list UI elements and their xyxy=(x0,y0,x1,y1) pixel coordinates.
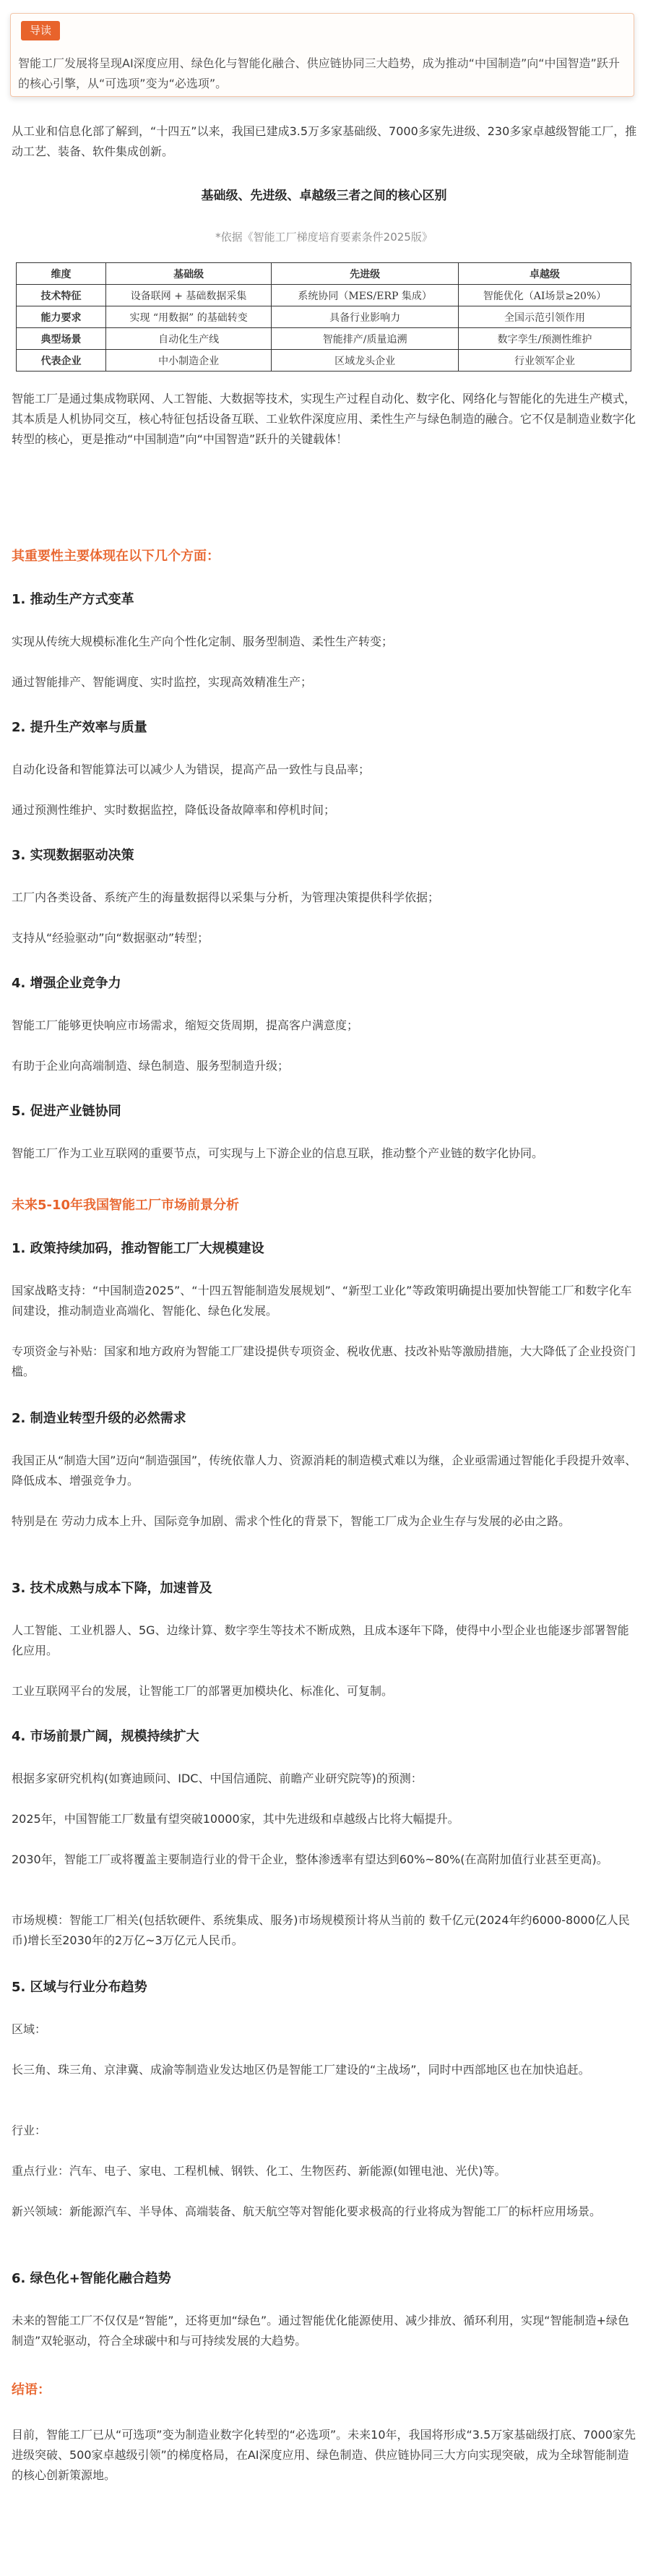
table-header-cell: 先进级 xyxy=(272,263,459,285)
future-2-paragraph: 我国正从“制造大国”迈向“制造强国”，传统依靠人力、资源消耗的制造模式难以为继，企业亟需通过智能化手段提升效率、降低成本、增强竞争力。 xyxy=(12,1454,637,1487)
table-cell: 设备联网 + 基础数据采集 xyxy=(106,285,272,306)
importance-1-paragraph: 通过智能排产、智能调度、实时监控，实现高效精准生产； xyxy=(12,675,313,689)
table-cell: 数字孪生/预测性维护 xyxy=(459,328,631,350)
table-row xyxy=(17,285,631,306)
importance-heading-4: 4. 增强企业竞争力 xyxy=(12,976,121,991)
future-heading-1: 1. 政策持续加码，推动智能工厂大规模建设 xyxy=(12,1241,264,1256)
industry-paragraph: 重点行业：汽车、电子、家电、工程机械、钢铁、化工、生物医药、新能源(如锂电池、光伏)等。 xyxy=(12,2164,506,2178)
future-heading-5: 5. 区域与行业分布趋势 xyxy=(12,1980,147,1995)
table-cell: 区域龙头企业 xyxy=(272,350,459,372)
table-row-header: 典型场景 xyxy=(17,328,106,350)
industry-paragraph: 新兴领域：新能源汽车、半导体、高端装备、航天航空等对智能化要求极高的行业将成为智能工厂的标杆应用场景。 xyxy=(12,2204,602,2218)
future-1-paragraph: 专项资金与补贴：国家和地方政府为智能工厂建设提供专项资金、税收优惠、技改补贴等激励措施，大大降低了企业投资门槛。 xyxy=(12,1344,636,1378)
importance-2-paragraph: 自动化设备和智能算法可以减少人为错误，提高产品一致性与良品率； xyxy=(12,763,371,776)
importance-heading-2: 2. 提升生产效率与质量 xyxy=(12,720,147,735)
future-1-paragraph: 国家战略支持：“中国制造2025”、“十四五智能制造发展规划”、“新型工业化”等政策明确提出要加快智能工厂和数字化车间建设，推动制造业高端化、智能化、绿色化发展。 xyxy=(12,1284,632,1318)
table-cell: 具备行业影响力 xyxy=(272,306,459,328)
future-heading-4: 4. 市场前景广阔，规模持续扩大 xyxy=(12,1729,199,1744)
region-paragraph: 长三角、珠三角、京津冀、成渝等制造业发达地区仍是智能工厂建设的“主战场”，同时中西部地区也在加快追赶。 xyxy=(12,2063,590,2077)
table-row-header: 能力要求 xyxy=(17,306,106,328)
future-4-paragraph: 根据多家研究机构(如赛迪顾问、IDC、中国信通院、前瞻产业研究院等)的预测： xyxy=(12,1772,423,1785)
region-label: 区域： xyxy=(12,2022,47,2036)
importance-heading-3: 3. 实现数据驱动决策 xyxy=(12,848,134,863)
table-cell: 中小制造企业 xyxy=(106,350,272,372)
conclusion-paragraph: 目前，智能工厂已从“可选项”变为制造业数字化转型的“必选项”。未来10年，我国将形成“3.5万家基础级打底、7000家先进级突破、500家卓越级引领”的梯度格局，在AI深度应用、绿色制造、供应链协同三大方向实现突破，成为全球智能制造的核心创新策源地。 xyxy=(12,2428,636,2482)
future-4-paragraph: 市场规模：智能工厂相关(包括软硬件、系统集成、服务)市场规模预计将从当前的 数千亿元(2024年约6000-8000亿人民币)增长至2030年的2万亿~3万亿元人民币。 xyxy=(12,1913,630,1947)
future-4-paragraph: 2030年，智能工厂或将覆盖主要制造行业的骨干企业，整体渗透率有望达到60%~80%(在高附加值行业甚至更高)。 xyxy=(12,1852,608,1866)
table-cell: 行业领军企业 xyxy=(459,350,631,372)
section-heading-future: 未来5-10年我国智能工厂市场前景分析 xyxy=(12,1198,240,1213)
section-heading-importance: 其重要性主要体现在以下几个方面： xyxy=(12,549,220,564)
table-cell: 智能优化（AI场景≥20%） xyxy=(459,285,631,306)
importance-1-paragraph: 实现从传统大规模标准化生产向个性化定制、服务型制造、柔性生产转变； xyxy=(12,635,394,648)
table-cell: 实现 “用数据” 的基础转变 xyxy=(106,306,272,328)
table-header-row xyxy=(17,263,631,285)
importance-2-paragraph: 通过预测性维护、实时数据监控，降低设备故障率和停机时间； xyxy=(12,803,336,817)
table-cell: 系统协同（MES/ERP 集成） xyxy=(272,285,459,306)
future-6-paragraph: 未来的智能工厂不仅仅是“智能”，还将更加“绿色”。通过智能优化能源使用、减少排放、循环利用，实现“智能制造+绿色制造”双轮驱动，符合全球碳中和与可持续发展的大趋势。 xyxy=(12,2314,629,2348)
conclusion-heading: 结语： xyxy=(12,2382,51,2397)
importance-3-paragraph: 工厂内各类设备、系统产生的海量数据得以采集与分析，为管理决策提供科学依据； xyxy=(12,890,440,904)
definition-paragraph: 智能工厂是通过集成物联网、人工智能、大数据等技术，实现生产过程自动化、数字化、网络化与智能化的先进生产模式，其本质是人机协同交互，核心特征包括设备互联、工业软件深度应用、柔性生产与绿色制造的融合。它不仅是制造业数字化转型的核心，更是推动“中国制造”向“中国智造”跃升的关键载体！ xyxy=(12,392,636,446)
lead-text: 智能工厂发展将呈现AI深度应用、绿色化与智能化融合、供应链协同三大趋势，成为推动“中国制造”向“中国智造”跃升的核心引擎，从“可选项”变为“必选项”。 xyxy=(18,56,620,90)
lead-tag: 导读 xyxy=(21,21,60,40)
table-note: *依据《智能工厂梯度培育要素条件2025版》 xyxy=(215,231,433,244)
industry-label: 行业： xyxy=(12,2124,47,2137)
table-title: 基础级、先进级、卓越级三者之间的核心区别 xyxy=(201,189,447,203)
importance-3-paragraph: 支持从“经验驱动”向“数据驱动”转型； xyxy=(12,931,209,945)
future-3-paragraph: 人工智能、工业机器人、5G、边缘计算、数字孪生等技术不断成熟，且成本逐年下降，使得中小型企业也能逐步部署智能化应用。 xyxy=(12,1623,629,1657)
future-3-paragraph: 工业互联网平台的发展，让智能工厂的部署更加模块化、标准化、可复制。 xyxy=(12,1684,394,1698)
table-cell: 自动化生产线 xyxy=(106,328,272,350)
lead-box xyxy=(10,13,634,97)
future-4-paragraph: 2025年，中国智能工厂数量有望突破10000家，其中先进级和卓越级占比将大幅提升。 xyxy=(12,1812,459,1826)
table-row xyxy=(17,350,631,372)
table-cell: 全国示范引领作用 xyxy=(459,306,631,328)
table-row-header: 技术特征 xyxy=(17,285,106,306)
comparison-table xyxy=(16,262,631,372)
table-row-header: 代表企业 xyxy=(17,350,106,372)
future-heading-6: 6. 绿色化+智能化融合趋势 xyxy=(12,2271,171,2286)
importance-5-paragraph: 智能工厂作为工业互联网的重要节点，可实现与上下游企业的信息互联，推动整个产业链的数字化协同。 xyxy=(12,1146,544,1160)
importance-4-paragraph: 智能工厂能够更快响应市场需求，缩短交货周期，提高客户满意度； xyxy=(12,1018,359,1032)
table-header-cell: 卓越级 xyxy=(459,263,631,285)
importance-4-paragraph: 有助于企业向高端制造、绿色制造、服务型制造升级； xyxy=(12,1059,290,1073)
table-cell: 智能排产/质量追溯 xyxy=(272,328,459,350)
importance-heading-1: 1. 推动生产方式变革 xyxy=(12,592,134,607)
table-header-cell: 基础级 xyxy=(106,263,272,285)
table-row xyxy=(17,306,631,328)
future-heading-2: 2. 制造业转型升级的必然需求 xyxy=(12,1411,186,1426)
importance-heading-5: 5. 促进产业链协同 xyxy=(12,1104,121,1119)
future-2-paragraph: 特别是在 劳动力成本上升、国际竞争加剧、需求个性化的背景下，智能工厂成为企业生存与发展的必由之路。 xyxy=(12,1514,571,1528)
table-row xyxy=(17,328,631,350)
intro-paragraph: 从工业和信息化部了解到，“十四五”以来，我国已建成3.5万多家基础级、7000多家先进级、230多家卓越级智能工厂，推动工艺、装备、软件集成创新。 xyxy=(12,124,637,158)
future-heading-3: 3. 技术成熟与成本下降，加速普及 xyxy=(12,1581,212,1596)
table-header-cell: 维度 xyxy=(17,263,106,285)
